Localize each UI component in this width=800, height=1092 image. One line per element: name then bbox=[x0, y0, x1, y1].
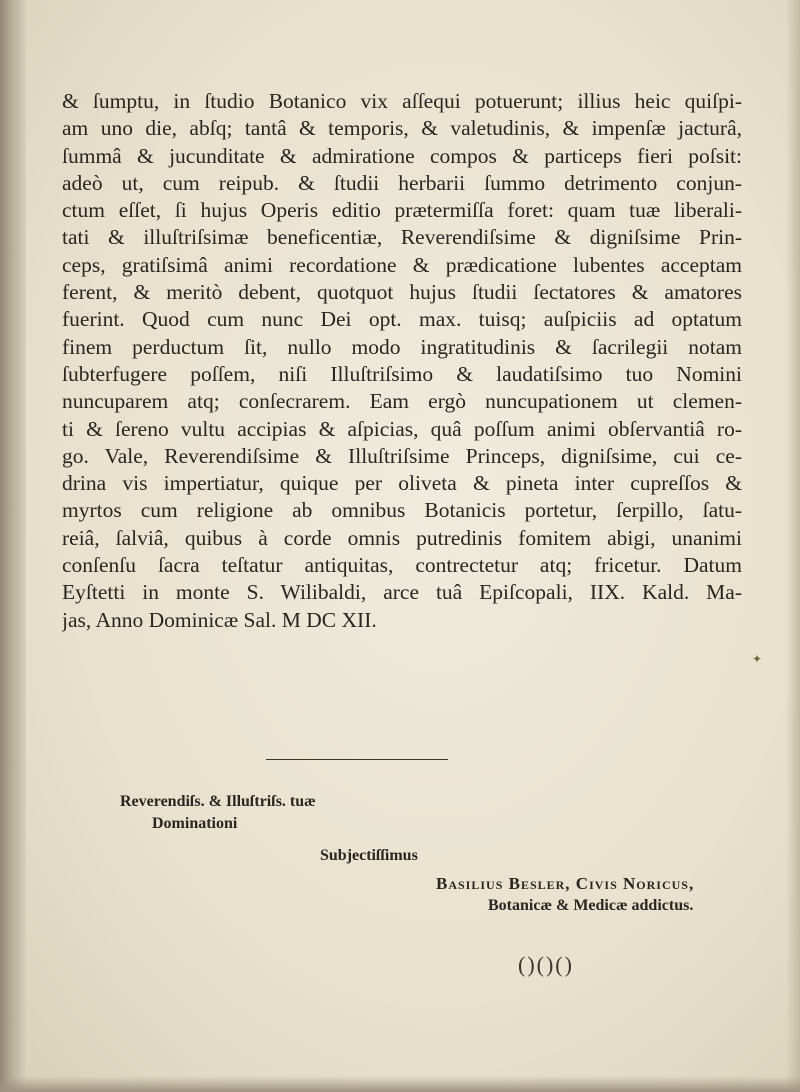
page-edge-bottom bbox=[0, 1076, 800, 1092]
text-line: ctum eſſet, ſi hujus Operis editio prætermiſſa foret: quam tuæ liberali- bbox=[62, 198, 742, 223]
text-line: Eyſtetti in monte S. Wilibaldi, arce tuâ Epiſcopali, IIX. Kald. Ma- bbox=[62, 580, 742, 605]
text-line: tati & illuſtriſsimæ beneficentiæ, Reverendiſsime & digniſsime Prin- bbox=[62, 225, 742, 250]
paper-speck: ✦ bbox=[752, 652, 763, 666]
page-edge-right bbox=[786, 0, 800, 1092]
text-line: am uno die, abſq; tantâ & temporis, & valetudinis, & impenſæ jacturâ, bbox=[62, 116, 742, 141]
text-line: fuerint. Quod cum nunc Dei opt. max. tuisq; auſpiciis ad optatum bbox=[62, 307, 742, 332]
text-line: go. Vale, Reverendiſsime & Illuſtriſsime Princeps, digniſsime, cui ce- bbox=[62, 443, 742, 468]
text-line: ſubterfugere poſſem, niſi Illuſtriſsimo & laudatiſsimo tuo Nomini bbox=[62, 361, 742, 386]
text-line: finem perductum ſit, nullo modo ingratitudinis & ſacrilegii notam bbox=[62, 334, 742, 359]
salutation-subjectissimus: Subjectiſſimus bbox=[320, 847, 418, 864]
text-line: & ſumptu, in ſtudio Botanico vix aſſequi potuerunt; illius heic quiſpi- bbox=[62, 89, 742, 113]
book-binding-shadow bbox=[0, 0, 26, 1092]
text-line: adeò ut, cum reipub. & ſtudii herbarii ſummo detrimento conjun- bbox=[62, 170, 742, 195]
text-line: ceps, gratiſsimâ animi recordatione & prædicatione lubentes acceptam bbox=[62, 252, 742, 277]
text-line: reiâ, ſalviâ, quibus à corde omnis putredinis fomitem abigi, unanimi bbox=[62, 525, 742, 550]
date-underline-rule bbox=[266, 759, 448, 760]
text-line: conſenſu ſacra teſtatur antiquitas, contrectetur atq; fricetur. Datum bbox=[62, 553, 742, 578]
text-line: ſummâ & jucunditate & admiratione compos & particeps fieri poſsit: bbox=[62, 143, 742, 168]
text-line: ti & ſereno vultu accipias & aſpicias, quâ poſſum animi obſervantiâ ro- bbox=[62, 416, 742, 441]
text-line: jas, Anno Dominicæ Sal. M DC XII. bbox=[62, 607, 377, 632]
text-line: myrtos cum religione ab omnibus Botanicis portetur, ſerpillo, ſatu- bbox=[62, 498, 742, 523]
printer-ornament: ()()() bbox=[518, 952, 574, 977]
text-line: drina vis impertiatur, quique per oliveta & pineta inter cupreſſos & bbox=[62, 471, 742, 496]
author-name: Basilius Besler, Civis Noricus, bbox=[436, 874, 695, 893]
salutation-dominationi: Dominationi bbox=[152, 815, 238, 832]
text-line: nuncuparem atq; conſecrarem. Eam ergò nuncupationem ut clemen- bbox=[62, 389, 742, 414]
salutation-line: Reverendiſs. & Illuſtriſs. tuæ bbox=[120, 793, 316, 810]
author-title: Botanicæ & Medicæ addictus. bbox=[488, 897, 694, 914]
dedication-body-text bbox=[62, 88, 742, 634]
text-line: ferent, & meritò debent, quotquot hujus ſtudii ſectatores & amatores bbox=[62, 280, 742, 305]
